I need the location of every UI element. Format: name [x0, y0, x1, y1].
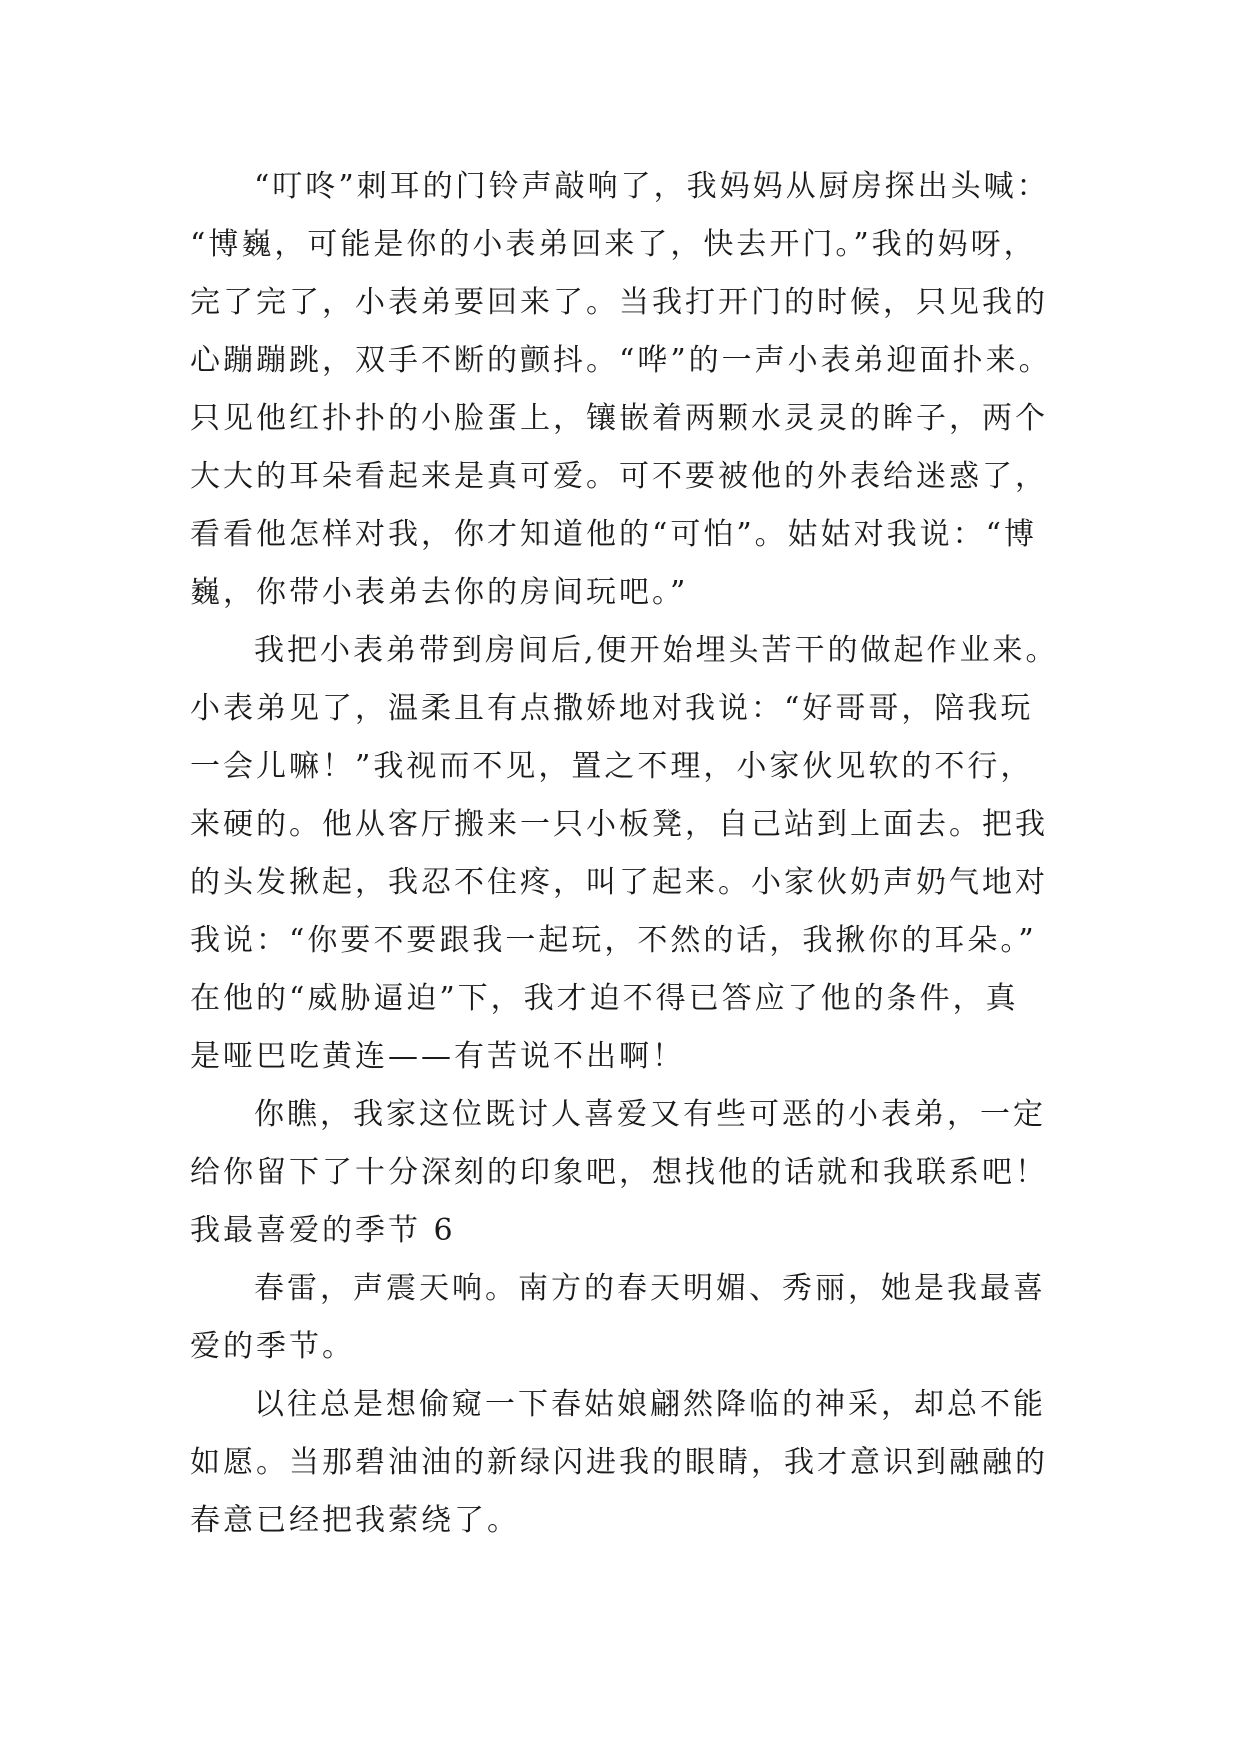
text-line: 我说：“你要不要跟我一起玩，不然的话，我揪你的耳朵。”	[190, 923, 1037, 958]
text-line: 给你留下了十分深刻的印象吧，想找他的话就和我联系吧！	[190, 1155, 1048, 1190]
text-line: 是哑巴吃黄连——有苦说不出啊！	[190, 1039, 685, 1074]
text-line: 来硬的。他从客厅搬来一只小板凳，自己站到上面去。把我	[190, 807, 1048, 842]
text-line: 以往总是想偷窥一下春姑娘翩然降临的神采，却总不能	[254, 1387, 1046, 1422]
text-line: 心蹦蹦跳，双手不断的颤抖。“哗”的一声小表弟迎面扑来。	[190, 343, 1052, 378]
text-line: “叮咚”刺耳的门铃声敲响了，我妈妈从厨房探出头喊：	[254, 169, 1050, 204]
text-line: 在他的“威胁逼迫”下，我才迫不得已答应了他的条件，真	[190, 981, 1019, 1016]
text-line: 我最喜爱的季节 6	[190, 1213, 456, 1248]
text-line: 春雷，声震天响。南方的春天明媚、秀丽，她是我最喜	[254, 1271, 1046, 1306]
text-line: 春意已经把我萦绕了。	[190, 1503, 520, 1538]
text-line: 爱的季节。	[190, 1329, 355, 1364]
text-line: 小表弟见了，温柔且有点撒娇地对我说：“好哥哥，陪我玩	[190, 691, 1034, 726]
text-line: 完了完了，小表弟要回来了。当我打开门的时候，只见我的	[190, 285, 1048, 320]
text-line: 看看他怎样对我，你才知道他的“可怕”。姑姑对我说：“博	[190, 517, 1038, 552]
text-line: “博巍，可能是你的小表弟回来了，快去开门。”我的妈呀，	[190, 227, 1037, 262]
text-line: 只见他红扑扑的小脸蛋上，镶嵌着两颗水灵灵的眸子，两个	[190, 401, 1048, 436]
document-body	[190, 158, 1070, 1550]
text-line: 我把小表弟带到房间后,便开始埋头苦干的做起作业来。	[254, 633, 1059, 668]
text-line: 一会儿嘛！”我视而不见，置之不理，小家伙见软的不行，	[190, 749, 1034, 784]
text-line: 你瞧，我家这位既讨人喜爱又有些可恶的小表弟，一定	[254, 1097, 1046, 1132]
text-line: 的头发揪起，我忍不住疼，叫了起来。小家伙奶声奶气地对	[190, 865, 1048, 900]
text-line: 巍，你带小表弟去你的房间玩吧。”	[190, 575, 689, 610]
text-line: 如愿。当那碧油油的新绿闪进我的眼睛，我才意识到融融的	[190, 1445, 1048, 1480]
text-line: 大大的耳朵看起来是真可爱。可不要被他的外表给迷惑了，	[190, 459, 1048, 494]
